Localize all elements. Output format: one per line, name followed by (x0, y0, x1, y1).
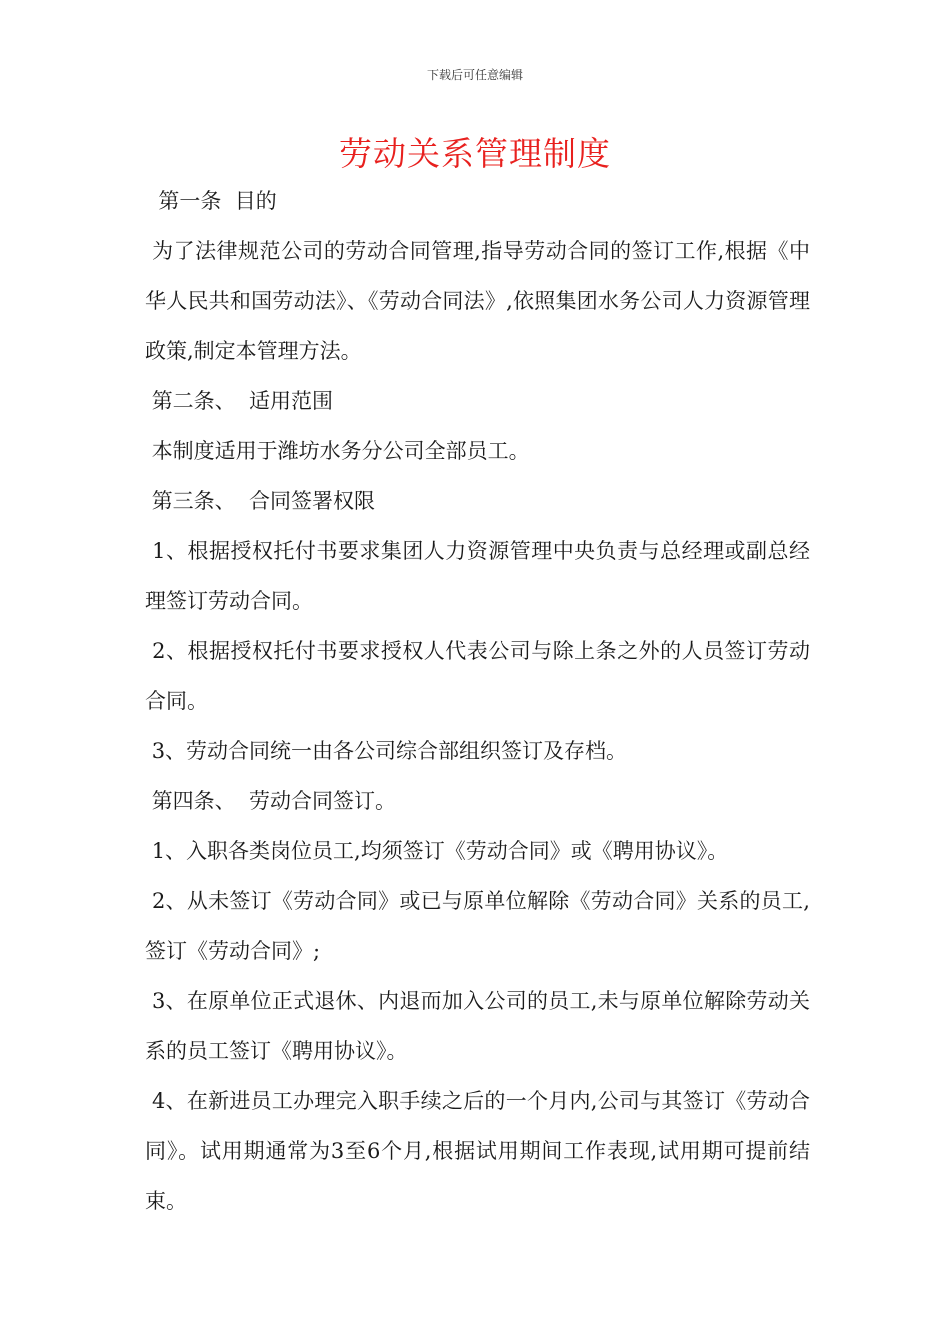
document-title: 劳动关系管理制度 (339, 134, 611, 173)
article-1-text: 为了法律规范公司的劳动合同管理,指导劳动合同的签订工作,根据《中华人民共和国劳动法》、《劳动合同法》,依照集团水务公司人力资源管理政策,制定本管理方法。 (145, 239, 810, 363)
article-4-item-1: 1、入职各类岗位员工,均须签订《劳动合同》或《聘用协议》。 (145, 839, 729, 863)
article-3-item-2: 2、根据授权托付书要求授权人代表公司与除上条之外的人员签订劳动合同。 (145, 639, 811, 713)
article-4-item-2: 2、从未签订《劳动合同》或已与原单位解除《劳动合同》关系的员工,签订《劳动合同》; (145, 889, 810, 963)
document-body (145, 176, 810, 1226)
article-4-item-4: 4、在新进员工办理完入职手续之后的一个月内,公司与其签订《劳动合同》。试用期通常为3至6个月,根据试用期间工作表现,试用期可提前结束。 (145, 1089, 810, 1213)
article-1-heading: 第一条 目的 (145, 189, 277, 213)
article-3-heading: 第三条、 合同签署权限 (145, 489, 376, 513)
article-4-item-3: 3、在原单位正式退休、内退而加入公司的员工,未与原单位解除劳动关系的员工签订《聘用协议》。 (145, 989, 810, 1063)
article-2-text: 本制度适用于潍坊水务分公司全部员工。 (145, 439, 530, 463)
article-3-item-1: 1、根据授权托付书要求集团人力资源管理中央负责与总经理或副总经理签订劳动合同。 (145, 539, 811, 613)
article-3-item-3: 3、劳动合同统一由各公司综合部组织签订及存档。 (145, 739, 628, 763)
article-4-heading: 第四条、 劳动合同签订。 (145, 789, 397, 813)
article-2-heading: 第二条、 适用范围 (145, 389, 334, 413)
page-header: 下载后可任意编辑 (426, 68, 523, 82)
